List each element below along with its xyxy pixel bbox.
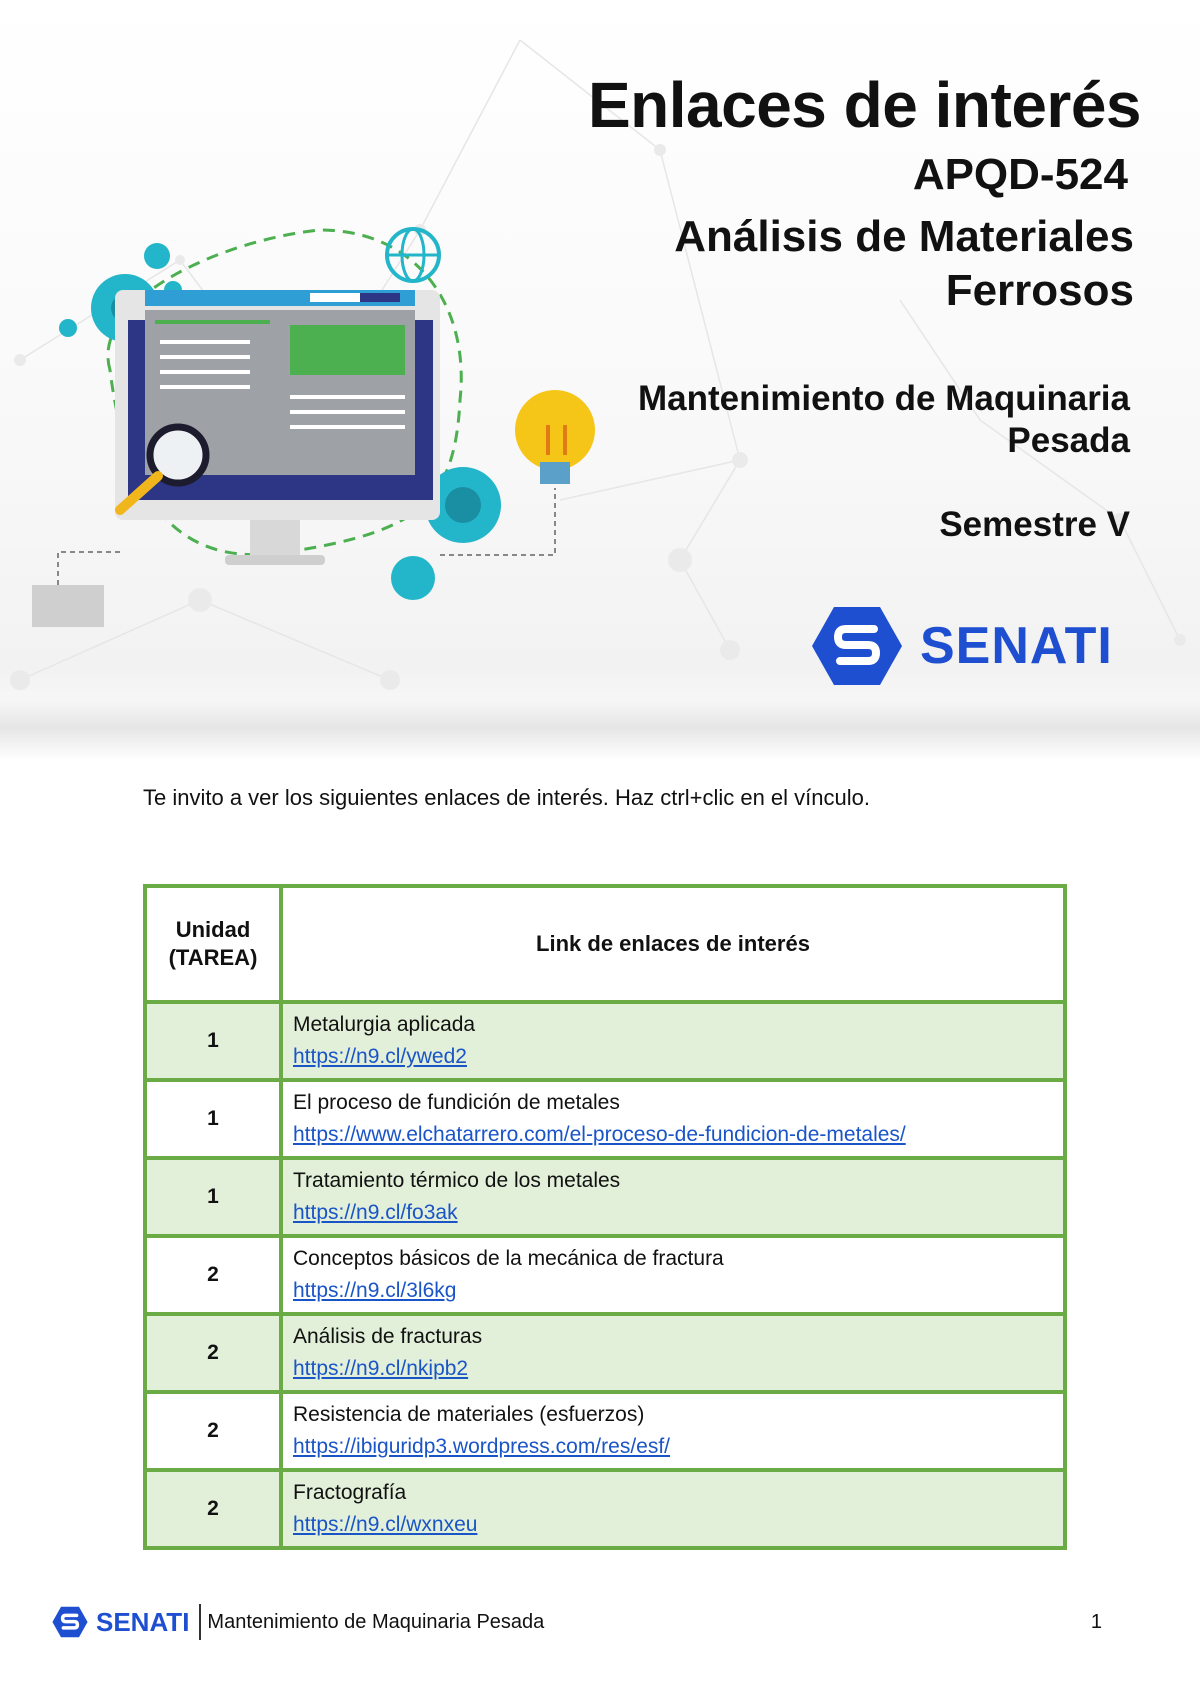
unit-cell: 1: [145, 1002, 281, 1080]
footer-brand: SENATI: [96, 1606, 190, 1637]
page-number: 1: [1090, 1610, 1102, 1633]
table-row: [145, 1002, 1065, 1080]
course-name-line: Ferrosos: [945, 266, 1134, 315]
senati-logo-icon: [812, 605, 902, 687]
cover-banner: [0, 0, 1200, 760]
unit-column-header: Unidad (TAREA): [145, 886, 281, 1002]
link-cell: [281, 1470, 1065, 1548]
course-name: [574, 210, 1134, 318]
link-url[interactable]: https://n9.cl/wxnxeu: [293, 1513, 478, 1536]
senati-logo-icon: [52, 1606, 88, 1638]
table-row: [145, 1392, 1065, 1470]
link-title: Metalurgia aplicada: [293, 1013, 476, 1036]
career-name-line: Mantenimiento de Maquinaria: [638, 379, 1130, 418]
link-url[interactable]: https://www.elchatarrero.com/el-proceso-de-fundicion-de-metales/: [293, 1123, 906, 1146]
table-row: [145, 1158, 1065, 1236]
course-code: APQD-524: [912, 150, 1128, 199]
footer-divider: [199, 1604, 201, 1640]
table-header-row: [145, 886, 1065, 1002]
course-name-line: Análisis de Materiales: [674, 212, 1134, 261]
link-title: Conceptos básicos de la mecánica de fractura: [293, 1247, 724, 1270]
link-title: Fractografía: [293, 1481, 407, 1504]
link-url[interactable]: https://n9.cl/ywed2: [293, 1045, 467, 1068]
link-url[interactable]: https://n9.cl/nkipb2: [293, 1357, 469, 1380]
semester-label: Semestre V: [939, 505, 1130, 544]
link-cell: [281, 1080, 1065, 1158]
unit-cell: 2: [145, 1392, 281, 1470]
career-name: [570, 378, 1130, 462]
senati-logo: [812, 605, 1113, 687]
link-title: Resistencia de materiales (esfuerzos): [293, 1403, 645, 1426]
unit-cell: 2: [145, 1314, 281, 1392]
banner-shadow: [0, 700, 1200, 760]
link-cell: [281, 1392, 1065, 1470]
page-footer: [52, 1602, 1102, 1642]
links-table: [143, 884, 1067, 1550]
link-cell: [281, 1314, 1065, 1392]
senati-wordmark: SENATI: [920, 617, 1113, 675]
link-url[interactable]: https://n9.cl/3l6kg: [293, 1279, 457, 1302]
link-cell: [281, 1002, 1065, 1080]
links-column-header: Link de enlaces de interés: [281, 886, 1065, 1002]
page-title: Enlaces de interés: [587, 69, 1141, 141]
link-cell: [281, 1236, 1065, 1314]
unit-cell: 2: [145, 1236, 281, 1314]
footer-course: Mantenimiento de Maquinaria Pesada: [207, 1610, 545, 1633]
unit-cell: 2: [145, 1470, 281, 1548]
unit-cell: 1: [145, 1158, 281, 1236]
link-url[interactable]: https://ibiguridp3.wordpress.com/res/esf/: [293, 1435, 670, 1458]
link-url[interactable]: https://n9.cl/fo3ak: [293, 1201, 458, 1224]
computer-illustration: [0, 200, 620, 640]
unit-cell: 1: [145, 1080, 281, 1158]
table-row: [145, 1470, 1065, 1548]
table-row: [145, 1236, 1065, 1314]
globe-icon: [387, 229, 439, 281]
table-row: [145, 1080, 1065, 1158]
link-title: El proceso de fundición de metales: [293, 1091, 620, 1114]
career-name-line: Pesada: [1007, 421, 1130, 460]
table-row: [145, 1314, 1065, 1392]
link-cell: [281, 1158, 1065, 1236]
link-title: Tratamiento térmico de los metales: [293, 1169, 621, 1192]
link-title: Análisis de fracturas: [293, 1325, 483, 1348]
intro-text: Te invito a ver los siguientes enlaces de interés. Haz ctrl+clic en el vínculo.: [143, 785, 870, 810]
